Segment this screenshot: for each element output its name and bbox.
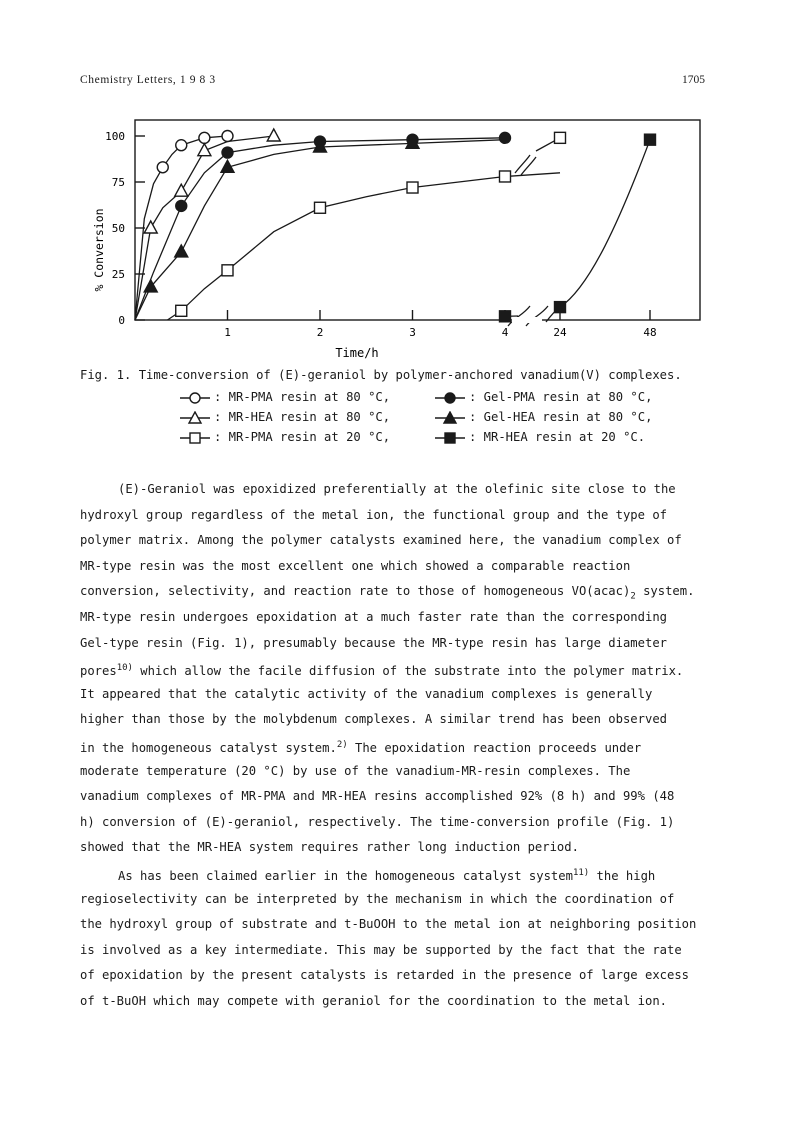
open-square-data-point [315,202,326,213]
open-square-data-point [176,305,187,316]
filled-triangle-marker-icon [435,411,465,425]
text-line: h) conversion of (E)-geraniol, respectively. The time-conversion profile (Fig. 1) [80,814,675,829]
y-axis-label: % Conversion [92,208,106,292]
text-line [80,733,720,759]
conversion-chart [0,0,793,365]
x-tick-label: 1 [224,326,231,339]
open-circle-data-point [199,132,210,143]
text-line: of epoxidation by the present catalysts is retarded in the presence of large excess [80,968,690,983]
open-triangle-data-point [267,129,280,141]
text-run: which allow the facile diffusion of the substrate into the polymer matrix. [132,664,684,679]
text-line: polymer matrix. Among the polymer catalysts examined here, the vanadium complex of [80,533,682,548]
open-square-data-point [555,132,566,143]
text-line: hydroxyl group regardless of the metal ion, the functional group and the type of [80,507,667,522]
x-axis-label: Time/h [335,346,379,360]
journal-name: Chemistry Letters, 1 9 8 3 [80,74,216,86]
x-tick-label: 2 [316,326,324,339]
legend-label: : MR-HEA resin at 20 °C. [469,430,646,444]
filled-square-data-point [555,302,566,313]
x-tick-label: 24 [553,326,567,339]
text-line [80,861,720,887]
open-triangle-data-point [144,221,157,233]
text-line: of t-BuOH which may compete with geraniol for the coordination to the metal ion. [80,993,667,1008]
filled-square-data-point [500,311,511,322]
plot-frame [135,120,700,320]
filled-circle-data-point [176,200,187,211]
x-tick-label: 48 [643,326,657,339]
filled-square-data-point [645,134,656,145]
axis-break-gap [512,317,542,323]
body-text [80,477,720,1014]
reference-superscript: 10) [116,663,133,674]
curve-mr-pma-20 [167,173,560,320]
text-line: regioselectivity can be interpreted by the mechanism in which the coordination of [80,891,675,906]
figure-caption: Fig. 1. Time-conversion of (E)-geraniol by polymer-anchored vanadium(V) complexes. [80,368,682,382]
open-triangle-data-point [175,184,188,196]
y-tick-label: 75 [111,176,125,189]
legend-item [180,390,390,405]
curve-break-mark [521,157,536,175]
open-square-data-point [500,171,511,182]
text-line: higher than those by the molybdenum complexes. A similar trend has been observed [80,712,667,727]
text-run: the high [589,868,656,883]
open-circle-data-point [157,162,168,173]
x-tick-label: 3 [409,326,416,339]
legend-item [180,410,390,425]
text-run: pores [80,664,117,679]
text-run: in the homogeneous catalyst system. [80,741,337,755]
legend-item [435,430,645,445]
page-number: 1705 [682,74,705,86]
y-tick-label: 0 [118,314,125,327]
legend-label: : MR-HEA resin at 80 °C, [214,410,391,424]
open-triangle-data-point [198,144,211,156]
legend-label: : MR-PMA resin at 80 °C, [214,390,391,404]
reference-superscript: 2) [336,739,348,750]
text-line: MR-type resin was the most excellent one which showed a comparable reaction [80,558,631,573]
open-square-data-point [222,265,233,276]
text-run: The epoxidation reaction proceeds under [347,741,642,755]
open-square-data-point [407,182,418,193]
y-tick-label: 50 [111,222,125,235]
text-run: system. [635,584,695,599]
text-line: (E)-Geraniol was epoxidized preferentially at the olefinic site close to the [118,482,676,496]
text-line: MR-type resin undergoes epoxidation at a much faster rate than the corresponding [80,609,667,624]
chart-axes [105,120,700,339]
paragraph [80,477,720,861]
text-run: conversion, selectivity, and reaction rate to those of homogeneous VO(acac) [80,584,631,599]
text-line [80,579,720,605]
filled-circle-data-point [222,147,233,158]
legend-label: : Gel-HEA resin at 80 °C, [469,410,653,424]
filled-triangle-data-point [175,245,188,257]
curve-gel-hea-80 [135,140,505,320]
open-circle-data-point [222,131,233,142]
text-line: It appeared that the catalytic activity of the vanadium complexes is generally [80,686,653,701]
y-tick-label: 100 [105,130,125,143]
legend-label: : MR-PMA resin at 20 °C, [214,430,391,444]
subscript: 2 [630,591,636,602]
x-tick-label: 4 [501,326,509,339]
filled-square-marker-icon [435,431,465,445]
reference-superscript: 11) [572,867,590,878]
legend-item [435,410,652,425]
filled-circle-marker-icon [435,391,465,405]
text-line: is involved as a key intermediate. This may be supported by the fact that the rate [80,942,682,957]
text-line: showed that the MR-HEA system requires rather long induction period. [80,840,579,855]
text-line: moderate temperature (20 °C) by use of the vanadium-MR-resin complexes. The [80,763,631,778]
chart-curves [135,136,650,322]
curve-mr-hea-20-late [546,140,650,322]
text-line: vanadium complexes of MR-PMA and MR-HEA resins accomplished 92% (8 h) and 99% (48 [80,789,675,804]
y-tick-label: 25 [111,268,125,281]
text-line: the hydroxyl group of substrate and t-BuOOH to the metal ion at neighboring position [80,917,697,932]
paragraph [80,861,720,1015]
legend-label: : Gel-PMA resin at 80 °C, [469,390,653,404]
open-triangle-marker-icon [180,411,210,425]
legend-item [180,430,390,445]
open-circle-data-point [176,140,187,151]
filled-circle-data-point [500,132,511,143]
open-circle-marker-icon [180,391,210,405]
curve-gel-pma-80 [135,138,505,320]
open-square-marker-icon [180,431,210,445]
text-line [80,656,720,682]
legend-item [435,390,652,405]
curve-break-mark [515,155,530,173]
text-line: Gel-type resin (Fig. 1), presumably because the MR-type resin has large diameter [80,635,667,650]
text-run: As has been claimed earlier in the homogeneous catalyst system [118,868,573,883]
figure-legend [180,390,700,450]
